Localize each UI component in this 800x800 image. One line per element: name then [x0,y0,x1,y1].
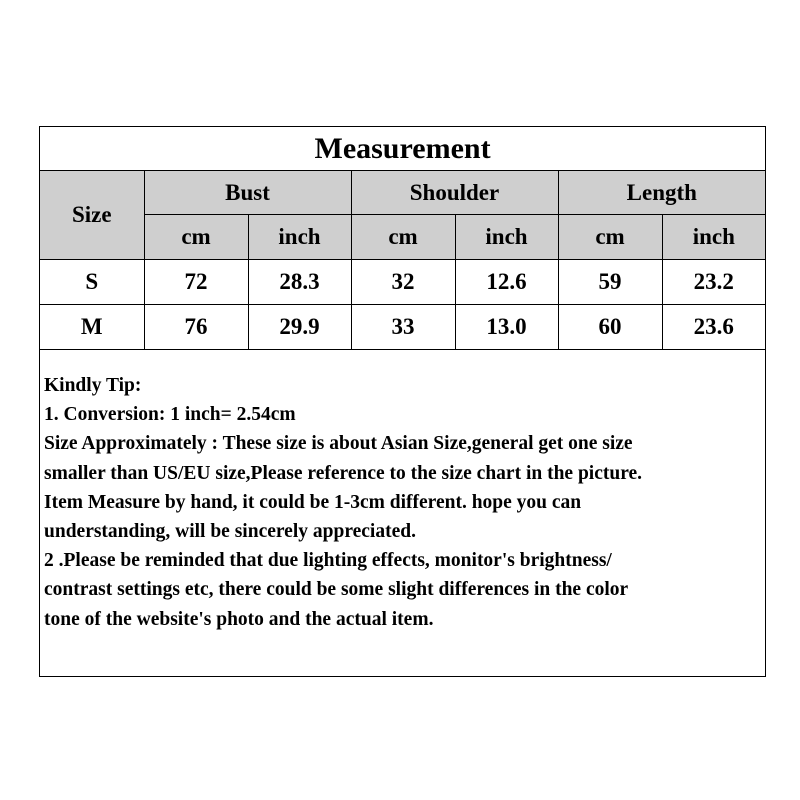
shoulder-header: Shoulder [351,171,558,215]
unit-header: inch [455,215,558,260]
length-header: Length [558,171,765,215]
note-line: contrast settings etc, there could be some slight differences in the color [44,579,629,601]
value-cell: 13.0 [455,305,558,350]
size-cell: M [40,305,144,350]
note-line: 2 .Please be reminded that due lighting effects, monitor's brightness/ [44,550,612,572]
value-cell: 12.6 [455,260,558,305]
unit-header: inch [662,215,765,260]
table-row [40,260,765,305]
size-header: Size [40,171,144,260]
value-cell: 32 [351,260,455,305]
note-line: smaller than US/EU size,Please reference to the size chart in the picture. [44,462,643,484]
note-line: 1. Conversion: 1 inch= 2.54cm [44,404,296,426]
value-cell: 29.9 [248,305,351,350]
bust-header: Bust [144,171,351,215]
value-cell: 76 [144,305,248,350]
unit-header: cm [144,215,248,260]
table-title: Measurement [40,127,765,171]
table-row [40,305,765,350]
size-table [40,127,765,350]
size-chart-frame [39,126,766,677]
note-line: Size Approximately : These size is about Asian Size,general get one size [44,433,633,455]
note-line: Kindly Tip: [44,375,142,396]
note-line: Item Measure by hand, it could be 1-3cm different. hope you can [44,491,582,513]
value-cell: 33 [351,305,455,350]
kindly-tip-notes [44,371,764,634]
unit-header: cm [558,215,662,260]
value-cell: 28.3 [248,260,351,305]
note-line: understanding, will be sincerely appreciated. [44,521,416,543]
value-cell: 23.2 [662,260,765,305]
size-cell: S [40,260,144,305]
value-cell: 23.6 [662,305,765,350]
value-cell: 72 [144,260,248,305]
value-cell: 60 [558,305,662,350]
unit-header: cm [351,215,455,260]
value-cell: 59 [558,260,662,305]
note-line: tone of the website's photo and the actual item. [44,608,434,630]
unit-header: inch [248,215,351,260]
